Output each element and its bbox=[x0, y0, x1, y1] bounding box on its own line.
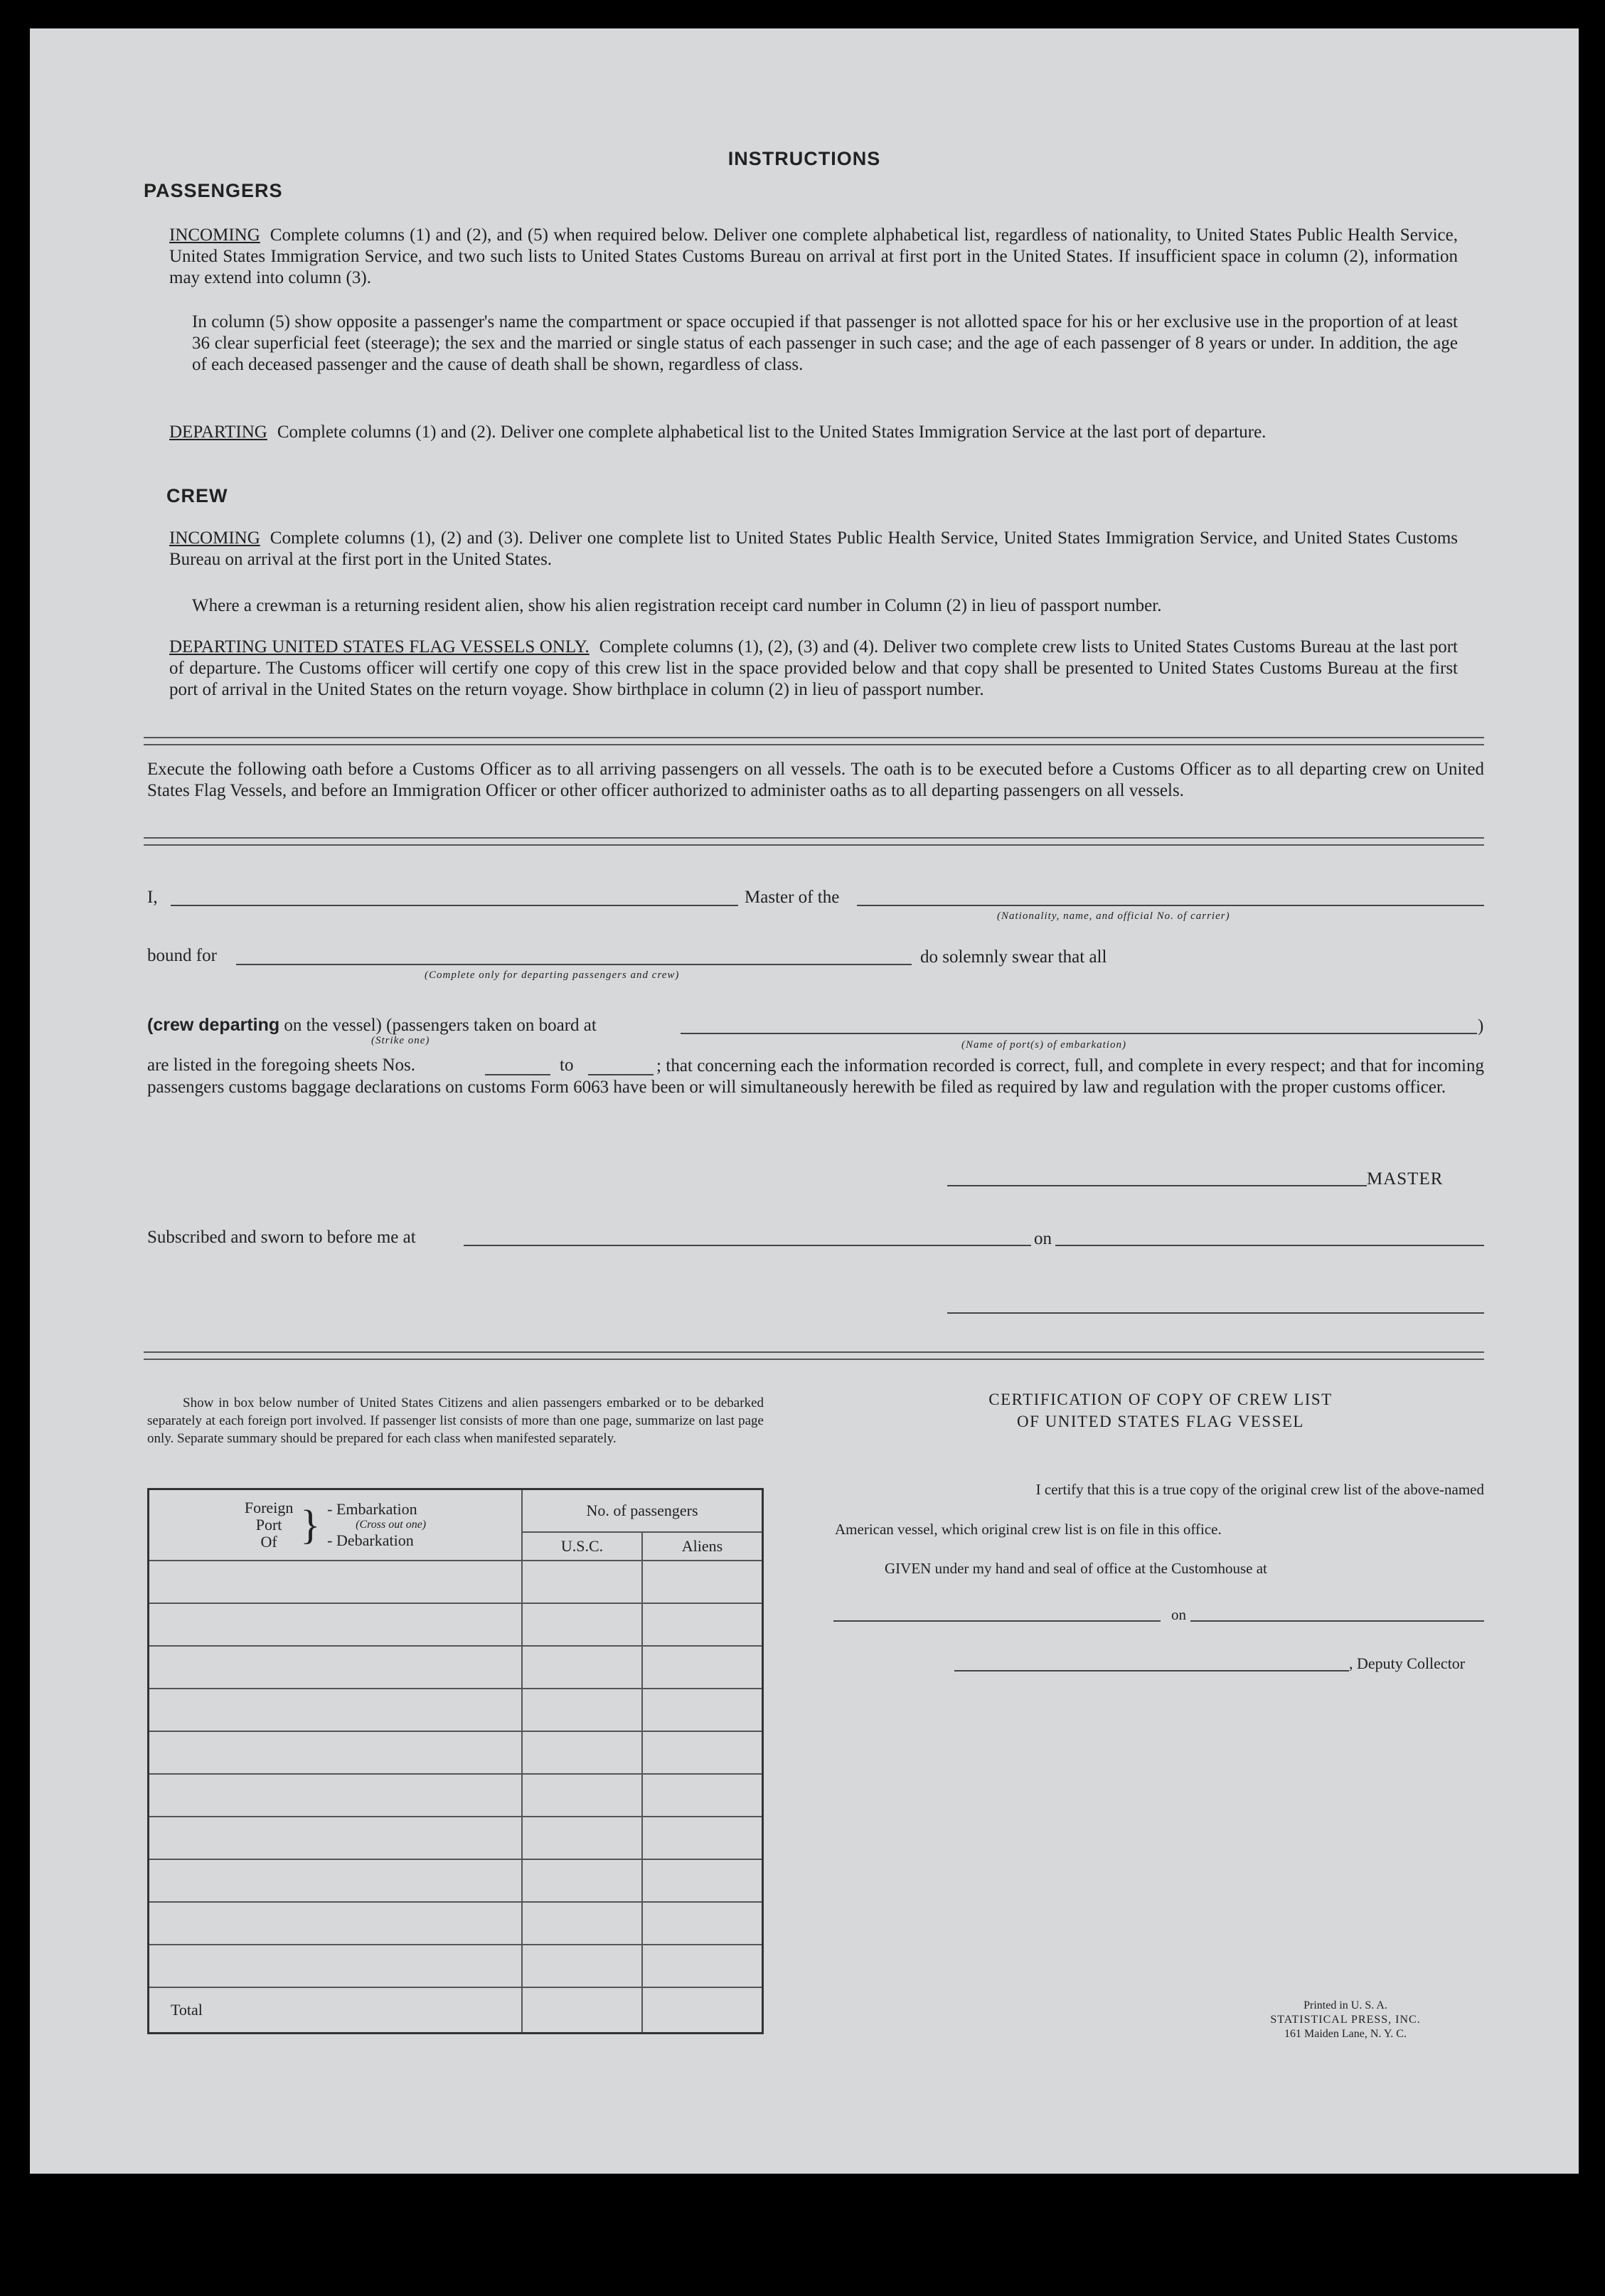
listed-line-a: are listed in the foregoing sheets Nos. bbox=[147, 1056, 415, 1075]
certification-title-line2: OF UNITED STATES FLAG VESSEL bbox=[1017, 1413, 1304, 1430]
port-cell[interactable] bbox=[149, 1689, 523, 1731]
usc-cell[interactable] bbox=[522, 1859, 642, 1902]
swear-label: do solemnly swear that all bbox=[920, 947, 1107, 967]
foreign-label: Foreign bbox=[244, 1499, 294, 1516]
passengers-taken-option[interactable]: (passengers taken on board at bbox=[386, 1016, 597, 1035]
destination-line[interactable] bbox=[236, 964, 912, 965]
given-text: GIVEN under my hand and seal of office at the Customhouse at bbox=[885, 1560, 1267, 1577]
sworn-date-line[interactable] bbox=[1055, 1245, 1484, 1246]
cross-out-caption: (Cross out one) bbox=[356, 1519, 427, 1531]
crew-incoming-paragraph bbox=[169, 528, 1458, 570]
aliens-cell[interactable] bbox=[642, 1817, 763, 1859]
close-paren: ) bbox=[1478, 1016, 1484, 1036]
table-row bbox=[149, 1817, 763, 1859]
sworn-place-line[interactable] bbox=[464, 1245, 1031, 1246]
passengers-departing-lead: DEPARTING bbox=[169, 422, 267, 442]
officer-signature-line[interactable] bbox=[947, 1312, 1484, 1314]
usc-cell[interactable] bbox=[522, 1561, 642, 1603]
usc-cell[interactable] bbox=[522, 1817, 642, 1859]
of-label: Of bbox=[260, 1533, 277, 1551]
certification-title-line1: CERTIFICATION OF COPY OF CREW LIST bbox=[988, 1391, 1333, 1408]
usc-cell[interactable] bbox=[522, 1603, 642, 1646]
aliens-cell[interactable] bbox=[642, 1731, 763, 1774]
listed-line-b: ; that concerning each the information recorded is correct, full, and complete in every respect; and that for incoming passengers customs baggage declarations on customs Form 6063 have been or will simultaneously herewith be filed as required by law and regulation with the proper customs officer. bbox=[147, 1056, 1484, 1097]
printer-line1: Printed in U. S. A. bbox=[1303, 1999, 1387, 2011]
port-cell[interactable] bbox=[149, 1561, 523, 1603]
aliens-total-cell[interactable] bbox=[642, 1987, 763, 2034]
usc-header: U.S.C. bbox=[522, 1532, 642, 1561]
oath-i-label: I, bbox=[147, 888, 158, 907]
port-cell[interactable] bbox=[149, 1945, 523, 1987]
passengers-departing-text: Complete columns (1) and (2). Deliver one complete alphabetical list to the United States Immigration Service at the last port of departure. bbox=[277, 422, 1267, 442]
cert-on-label: on bbox=[1171, 1606, 1186, 1623]
aliens-cell[interactable] bbox=[642, 1603, 763, 1646]
crew-departing-paragraph bbox=[169, 637, 1458, 701]
cert-date-line[interactable] bbox=[1190, 1620, 1484, 1622]
usc-cell[interactable] bbox=[522, 1945, 642, 1987]
on-vessel-text: on the vessel) bbox=[284, 1016, 382, 1035]
port-cell[interactable] bbox=[149, 1731, 523, 1774]
table-row bbox=[149, 1689, 763, 1731]
total-label: Total bbox=[149, 1987, 523, 2034]
carrier-line[interactable] bbox=[857, 905, 1484, 906]
embarkation-port-line[interactable] bbox=[681, 1033, 1477, 1034]
passengers-incoming-text: Complete columns (1) and (2), and (5) when required below. Deliver one complete alphabetical list, regardless of nationality, to United States Public Health Service, United States Immigration Service, and two such lists to United States Customs Bureau on arrival at first port in the United States. If insufficient space in column (2), information may extend into column (3). bbox=[169, 225, 1458, 287]
usc-cell[interactable] bbox=[522, 1731, 642, 1774]
listed-to: to bbox=[560, 1056, 574, 1075]
port-cell[interactable] bbox=[149, 1646, 523, 1689]
aliens-cell[interactable] bbox=[642, 1945, 763, 1987]
crew-departing-lead: DEPARTING UNITED STATES FLAG VESSELS ONLY. bbox=[169, 637, 590, 657]
certification-title bbox=[841, 1388, 1481, 1433]
bound-caption: (Complete only for departing passengers and crew) bbox=[425, 969, 680, 981]
customhouse-line[interactable] bbox=[833, 1620, 1161, 1622]
usc-cell[interactable] bbox=[522, 1902, 642, 1945]
printer-imprint bbox=[1239, 1999, 1452, 2041]
port-cell[interactable] bbox=[149, 1603, 523, 1646]
no-of-passengers-header: No. of passengers bbox=[522, 1489, 762, 1533]
usc-cell[interactable] bbox=[522, 1646, 642, 1689]
aliens-cell[interactable] bbox=[642, 1689, 763, 1731]
master-label: MASTER bbox=[1367, 1169, 1444, 1189]
crew-heading: CREW bbox=[166, 485, 228, 506]
passengers-heading: PASSENGERS bbox=[144, 180, 283, 201]
aliens-cell[interactable] bbox=[642, 1902, 763, 1945]
certify-line1: I certify that this is a true copy of the original crew list of the above-named bbox=[1035, 1481, 1484, 1498]
passengers-departing-paragraph bbox=[169, 422, 1458, 443]
printer-line2: STATISTICAL PRESS, INC. bbox=[1270, 2014, 1421, 2026]
table-row bbox=[149, 1646, 763, 1689]
crew-passengers-line bbox=[147, 1015, 597, 1036]
table-row bbox=[149, 1731, 763, 1774]
carrier-caption: (Nationality, name, and official No. of carrier) bbox=[997, 910, 1230, 922]
port-cell[interactable] bbox=[149, 1817, 523, 1859]
master-name-line[interactable] bbox=[171, 905, 738, 906]
page-title: INSTRUCTIONS bbox=[727, 148, 881, 169]
aliens-cell[interactable] bbox=[642, 1646, 763, 1689]
oath-instructions: Execute the following oath before a Customs Officer as to all arriving passengers on all vessels. The oath is to be executed before a Customs Officer as to all departing crew on United States Flag Vessels, and before an Immigration Officer or other officer authorized to administer oaths as to all departing passengers on all vessels. bbox=[147, 760, 1484, 800]
port-label: Port bbox=[255, 1516, 282, 1534]
deputy-signature-line[interactable] bbox=[954, 1670, 1349, 1671]
aliens-cell[interactable] bbox=[642, 1561, 763, 1603]
crew-departing-text: Complete columns (1), (2), (3) and (4). Deliver two complete crew lists to United States Customs Bureau at the last port of departure. The Customs officer will certify one copy of this crew list in the space provided below and that copy shall be presented to United States Customs Bureau at the first port of arrival in the United States on the return voyage. Show birthplace in column (2) in lieu of passport number. bbox=[169, 637, 1459, 699]
table-row bbox=[149, 1859, 763, 1902]
embarkation-option[interactable]: - Embarkation bbox=[327, 1500, 417, 1518]
strike-caption: (Strike one) bbox=[371, 1035, 430, 1046]
sworn-on-label: on bbox=[1034, 1229, 1052, 1248]
passengers-column5-paragraph: In column (5) show opposite a passenger's name the compartment or space occupied if that passenger is not allotted space for his or her exclusive use in the proportion of at least 36 clear superficial feet (steerage); the sex and the married or single status of each passenger in such case; and the age of each passenger of 8 years or under. In addition, the age of each deceased passenger and the cause of death shall be shown, regardless of class. bbox=[192, 312, 1458, 374]
master-signature-line[interactable] bbox=[947, 1185, 1367, 1186]
aliens-cell[interactable] bbox=[642, 1859, 763, 1902]
passengers-incoming-lead: INCOMING bbox=[169, 225, 260, 245]
certify-line2: American vessel, which original crew list is on file in this office. bbox=[835, 1521, 1222, 1538]
bound-for-label: bound for bbox=[147, 946, 217, 965]
port-header-cell bbox=[149, 1489, 523, 1561]
table-row bbox=[149, 1561, 763, 1603]
brace-icon: } bbox=[300, 1502, 321, 1548]
deputy-collector-label: , Deputy Collector bbox=[1349, 1654, 1466, 1672]
usc-total-cell[interactable] bbox=[522, 1987, 642, 2034]
form-page bbox=[30, 28, 1579, 2174]
table-row bbox=[149, 1603, 763, 1646]
passengers-incoming-paragraph bbox=[169, 225, 1458, 289]
port-cell[interactable] bbox=[149, 1902, 523, 1945]
table-row bbox=[149, 1945, 763, 1987]
aliens-cell[interactable] bbox=[642, 1774, 763, 1817]
usc-cell[interactable] bbox=[522, 1774, 642, 1817]
aliens-header: Aliens bbox=[642, 1532, 763, 1561]
crew-departing-option[interactable]: (crew departing bbox=[147, 1015, 280, 1035]
usc-cell[interactable] bbox=[522, 1689, 642, 1731]
debarkation-option[interactable]: - Debarkation bbox=[327, 1531, 414, 1549]
port-cell[interactable] bbox=[149, 1774, 523, 1817]
master-of-label: Master of the bbox=[745, 888, 840, 907]
crew-resident-paragraph: Where a crewman is a returning resident alien, show his alien registration receipt card number in Column (2) in lieu of passport number. bbox=[192, 596, 1162, 615]
total-row bbox=[149, 1987, 763, 2034]
crew-incoming-lead: INCOMING bbox=[169, 528, 260, 548]
divider bbox=[144, 837, 1484, 846]
table-row bbox=[149, 1774, 763, 1817]
port-cell[interactable] bbox=[149, 1859, 523, 1902]
passenger-summary-table bbox=[147, 1488, 764, 2034]
divider bbox=[144, 1351, 1484, 1360]
table-row bbox=[149, 1902, 763, 1945]
printer-line3: 161 Maiden Lane, N. Y. C. bbox=[1284, 2028, 1407, 2040]
subscribed-label: Subscribed and sworn to before me at bbox=[147, 1228, 416, 1247]
summary-instructions: Show in box below number of United States Citizens and alien passengers embarked or to be debarked separately at each foreign port involved. If passenger list consists of more than one page, summarize on last page only. Separate summary should be prepared for each class when manifested separately. bbox=[147, 1396, 764, 1446]
divider bbox=[144, 737, 1484, 745]
crew-incoming-text: Complete columns (1), (2) and (3). Deliver one complete list to United States Public Health Service, United States Immigration Service, and United States Customs Bureau on arrival at the first port in the United States. bbox=[169, 528, 1458, 569]
port-caption: (Name of port(s) of embarkation) bbox=[961, 1039, 1126, 1051]
